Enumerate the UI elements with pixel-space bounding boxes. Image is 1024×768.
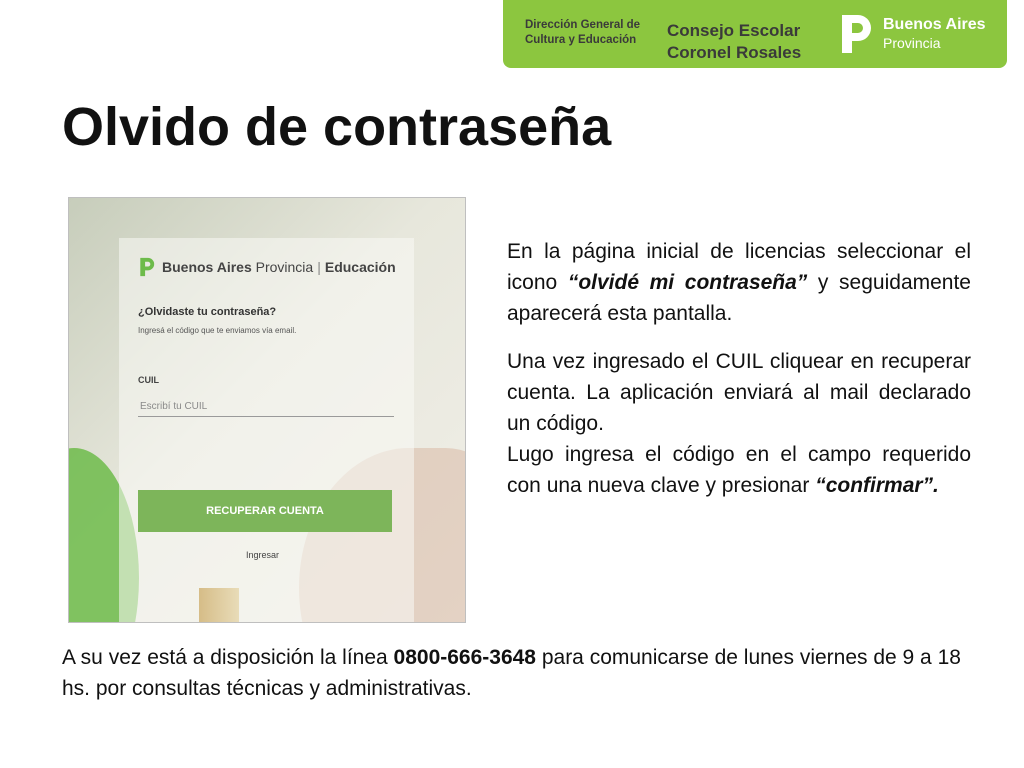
background-object [199, 588, 239, 622]
instructions-text [507, 236, 971, 501]
direccion-general-text [525, 18, 640, 48]
screenshot-brand [138, 256, 396, 278]
page-title: Olvido de contraseña [62, 97, 612, 157]
brand-educacion: Educación [324, 259, 396, 275]
ba-line-1: Buenos Aires [883, 16, 986, 33]
header-banner [503, 0, 1007, 68]
cuil-input[interactable] [138, 396, 394, 417]
forgot-password-heading: ¿Olvidaste tu contraseña? [138, 306, 277, 318]
p3-text-a: Lugo ingresa el código en el campo requerido con una nueva clave y presionar [507, 443, 971, 497]
buenos-aires-logo-icon [838, 11, 874, 57]
instruction-paragraph-1 [507, 236, 971, 329]
p1-emphasis: “olvidé mi contraseña” [567, 271, 808, 294]
instruction-paragraph-2: Una vez ingresado el CUIL cliquear en recuperar cuenta. La aplicación enviará al mail declarado un código. [507, 350, 971, 435]
consejo-escolar-text [667, 20, 801, 64]
phone-number: 0800-666-3648 [393, 646, 536, 669]
brand-buenos-aires: Buenos Aires [162, 259, 252, 275]
forgot-password-subtitle: Ingresá el código que te enviamos vía email. [138, 326, 297, 335]
form-card [119, 238, 414, 622]
p1-text-b: y seguidamente aparecerá esta pantalla. [507, 271, 971, 325]
cuil-label: CUIL [138, 375, 159, 385]
ingresar-link[interactable]: Ingresar [246, 550, 280, 560]
instruction-paragraph-3 [507, 439, 971, 501]
login-screenshot [68, 197, 466, 623]
buenos-aires-provincia-text [883, 16, 986, 52]
contact-text-b: para comunicarse de lunes viernes de 9 a 18 hs. por consultas técnicas y administrativas. [62, 646, 961, 700]
contact-text-a: A su vez está a disposición la línea [62, 646, 394, 669]
consejo-line-2: Coronel Rosales [667, 43, 802, 62]
ba-line-2: Provincia [883, 35, 941, 51]
contact-info-text [62, 642, 974, 704]
contact-paragraph [62, 642, 974, 704]
consejo-line-1: Consejo Escolar [667, 21, 801, 40]
p3-emphasis: “confirmar”. [815, 474, 939, 497]
direccion-line-2: Cultura y Educación [525, 34, 637, 46]
brand-p-icon [138, 256, 156, 278]
recuperar-cuenta-button[interactable]: RECUPERAR CUENTA [138, 490, 392, 532]
direccion-line-1: Dirección General de [525, 19, 641, 31]
brand-provincia: Provincia [255, 259, 314, 275]
brand-separator: | [317, 259, 321, 275]
p1-text-a: En la página inicial de licencias seleccionar el icono [507, 240, 971, 294]
